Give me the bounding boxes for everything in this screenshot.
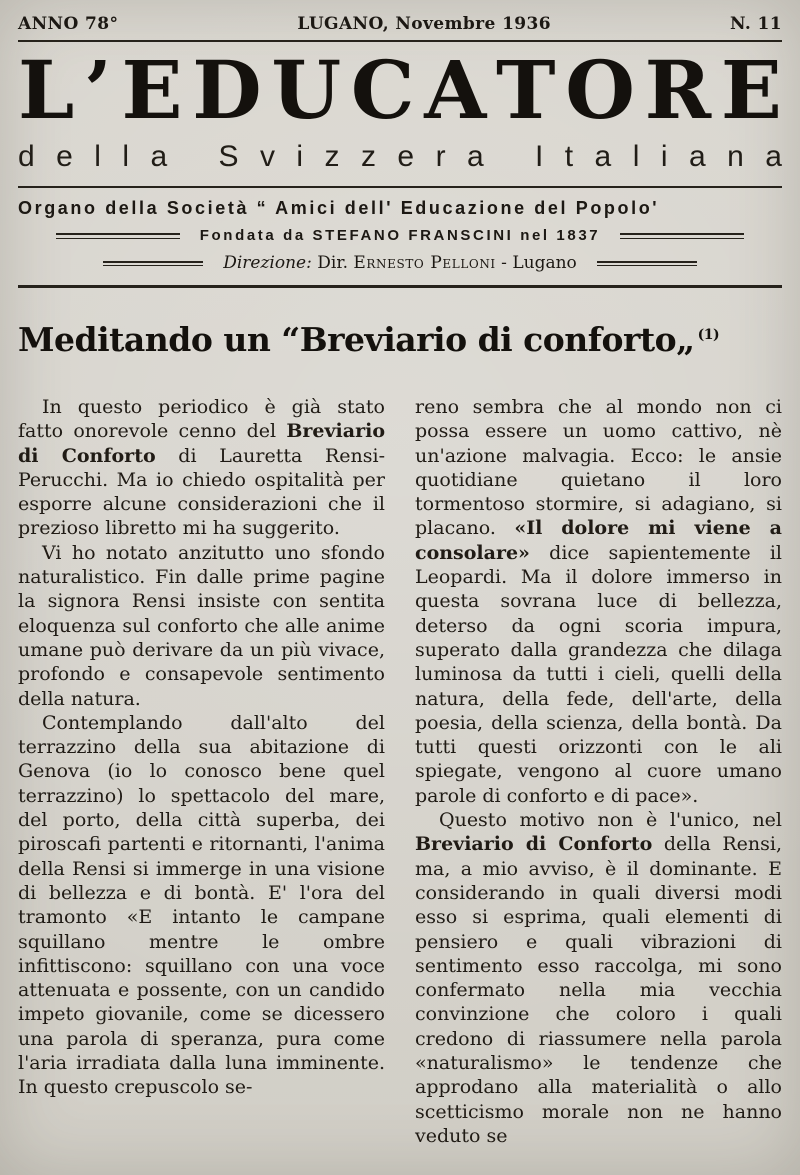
issue-anno: ANNO 78° xyxy=(18,14,119,34)
issue-place-date: LUGANO, Novembre 1936 xyxy=(297,14,551,34)
direction-prefix: Dir. xyxy=(311,253,354,273)
masthead-divider xyxy=(18,186,782,188)
direction-row xyxy=(18,253,782,273)
article-column-right xyxy=(415,395,782,1148)
founded-row xyxy=(18,227,782,244)
top-divider xyxy=(18,40,782,42)
founded-text: Fondata da STEFANO FRANSCINI nel 1837 xyxy=(199,227,601,244)
article-title-text: Meditando un “Breviario di conforto„ xyxy=(18,320,695,359)
paragraph: Vi ho notato anzitutto uno sfondo naturalistico. Fin dalle prime pagine la signora Rensi insiste con sentita eloquenza sul conforto che alle anime umane può derivare da un più vivace, profondo e consapevole sentimento della natura. xyxy=(18,541,385,710)
article-column-left xyxy=(18,395,385,1148)
organ-line: Organo della Società “ Amici dell' Educazione del Popolo' xyxy=(18,198,660,218)
issue-number: N. 11 xyxy=(730,14,782,34)
article-columns xyxy=(18,395,782,1148)
paragraph: Contemplando dall'alto del terrazzino della sua abitazione di Genova (io lo conosco bene quel terrazzino) lo spettacolo del mare, del porto, della città superba, dei piroscafi partenti e ritornanti, l'anima della Rensi si immerge in una visione di bellezza e di bontà. E' l'ora del tramonto «E intanto le campane squillano mentre le ombre infittiscono: squillano con una voce attenuata e possente, con un candido impeto giovanile, come se dicessero una parola di speranza, pura come l'aria irradiata dalla luna imminente. In questo crepuscolo se- xyxy=(18,711,385,1099)
double-rule-right xyxy=(620,233,744,239)
paragraph: In questo periodico è già stato fatto onorevole cenno del Breviario di Conforto di Lauretta Rensi-Perucchi. Ma io chiedo ospitalità per esporre alcune considerazioni che il prezioso libretto mi ha suggerito. xyxy=(18,396,385,540)
double-rule-left-small xyxy=(103,261,203,266)
direction-suffix: - Lugano xyxy=(495,253,577,273)
footnote-ref: (1) xyxy=(697,327,720,343)
masthead-title: L ’ E D U C A T O R E xyxy=(18,43,782,137)
issue-header xyxy=(18,14,782,34)
direction-label: Direzione: xyxy=(223,253,312,273)
double-rule-right-small xyxy=(597,261,697,266)
direction-text xyxy=(223,253,577,273)
article-title xyxy=(18,320,782,359)
masthead-bottom-divider xyxy=(18,285,782,288)
masthead-subtitle: d e l l a S v i z z e r a I t a l i a n a xyxy=(18,140,782,173)
paragraph: Questo motivo non è l'unico, nel Breviario di Conforto della Rensi, ma, a mio avviso, è il dominante. E considerando in quali diversi modi esso si esprima, quali elementi di pensiero e quali vibrazioni di sentimento esso raccolga, mi sono confermato nella mia vecchia convinzione che coloro i quali credono di riassumere nella parola «naturalismo» le tendenze che approdano alla materialità o allo scetticismo morale non ne hanno veduto se xyxy=(415,809,782,1147)
double-rule-left xyxy=(56,233,180,239)
direction-name: Ernesto Pelloni xyxy=(353,253,496,273)
paragraph: reno sembra che al mondo non ci possa essere un uomo cattivo, nè un'azione malvagia. Ecco: le ansie quotidiane quietano il loro tormentoso stormire, si adagiano, si placano. «Il dolore mi viene a consolare» dice sapientemente il Leopardi. Ma il dolore immerso in questa sovrana luce di bellezza, deterso da ogni scoria impura, superato dalla grandezza che dilaga luminosa da tutti i cieli, quelli della natura, della fede, dell'arte, della poesia, della scienza, della bontà. Da tutti questi orizzonti con le ali spiegate, vengono al cuore umano parole di conforto e di pace». xyxy=(415,396,782,807)
